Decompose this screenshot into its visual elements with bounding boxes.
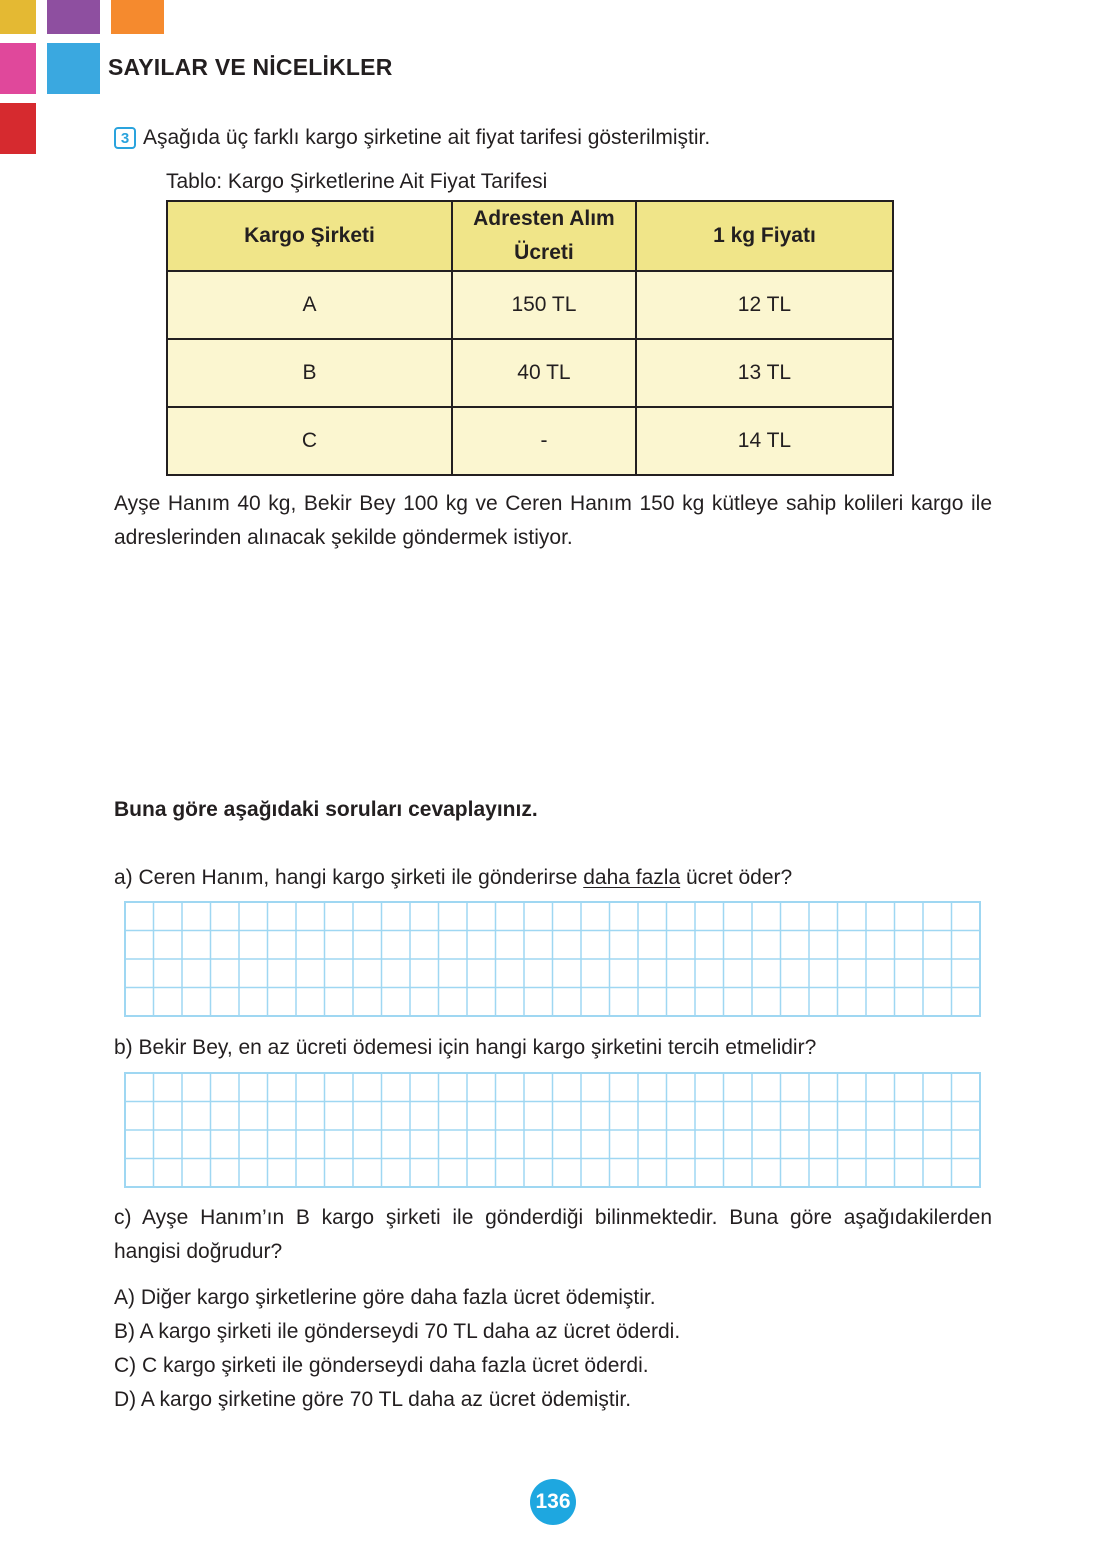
option-a[interactable]: A) Diğer kargo şirketlerine göre daha fazla ücret ödemiştir.: [114, 1286, 656, 1309]
problem-paragraph: Ayşe Hanım 40 kg, Bekir Bey 100 kg ve Ceren Hanım 150 kg kütleye sahip kolileri kargo ile adreslerinden alınacak şekilde göndermek istiyor.: [114, 492, 992, 549]
cargo-boxes-illustration: [0, 530, 1106, 790]
question-intro: [114, 126, 710, 150]
header-square-purple: [47, 0, 100, 34]
table-cell: 40 TL: [452, 339, 636, 407]
option-c[interactable]: C) C kargo şirketi ile gönderseydi daha fazla ücret öderdi.: [114, 1354, 649, 1377]
header-square-red: [0, 103, 36, 154]
question-intro-text: Aşağıda üç farklı kargo şirketine ait fiyat tarifesi gösterilmiştir.: [143, 126, 711, 149]
section-title: SAYILAR VE NİCELİKLER: [108, 54, 393, 80]
table-cell: B: [167, 339, 452, 407]
table-row: [167, 339, 893, 407]
table-cell: -: [452, 407, 636, 475]
table-cell: 13 TL: [636, 339, 893, 407]
underlined-phrase: daha fazla: [583, 866, 681, 889]
header-square-blue: [47, 43, 100, 94]
table-caption: Tablo: Kargo Şirketlerine Ait Fiyat Tarifesi: [166, 170, 548, 193]
header-square-pink: [0, 43, 36, 94]
table-cell: 12 TL: [636, 271, 893, 339]
instruction-text: Buna göre aşağıdaki soruları cevaplayınız.: [114, 798, 538, 821]
table-cell: A: [167, 271, 452, 339]
option-b[interactable]: B) A kargo şirketi ile gönderseydi 70 TL daha az ücret öderdi.: [114, 1320, 681, 1343]
table-header-row: [167, 201, 893, 271]
table-header-cell: Kargo Şirketi: [167, 201, 452, 271]
question-a: a) Ceren Hanım, hangi kargo şirketi ile gönderirse daha fazla ücret öder?: [114, 866, 793, 889]
table-row: [167, 271, 893, 339]
answer-grid-b[interactable]: [124, 1072, 982, 1189]
table-header-cell: Adresten Alım Ücreti: [452, 201, 636, 271]
tariff-table: [166, 200, 894, 476]
header-square-orange: [111, 0, 164, 34]
question-b: b) Bekir Bey, en az ücreti ödemesi için hangi kargo şirketini tercih etmelidir?: [114, 1036, 817, 1059]
table-header-cell: 1 kg Fiyatı: [636, 201, 893, 271]
header-square-yellow: [0, 0, 36, 34]
option-d[interactable]: D) A kargo şirketine göre 70 TL daha az ücret ödemiştir.: [114, 1388, 632, 1411]
page-number: 136: [530, 1479, 576, 1525]
question-c: c) Ayşe Hanım’ın B kargo şirketi ile gönderdiği bilinmektedir. Buna göre aşağıdakilerden hangisi doğrudur?: [114, 1206, 992, 1263]
question-number-badge: 3: [114, 127, 136, 149]
table-cell: 14 TL: [636, 407, 893, 475]
answer-grid-a[interactable]: [124, 901, 982, 1018]
table-row: [167, 407, 893, 475]
table-cell: C: [167, 407, 452, 475]
table-cell: 150 TL: [452, 271, 636, 339]
